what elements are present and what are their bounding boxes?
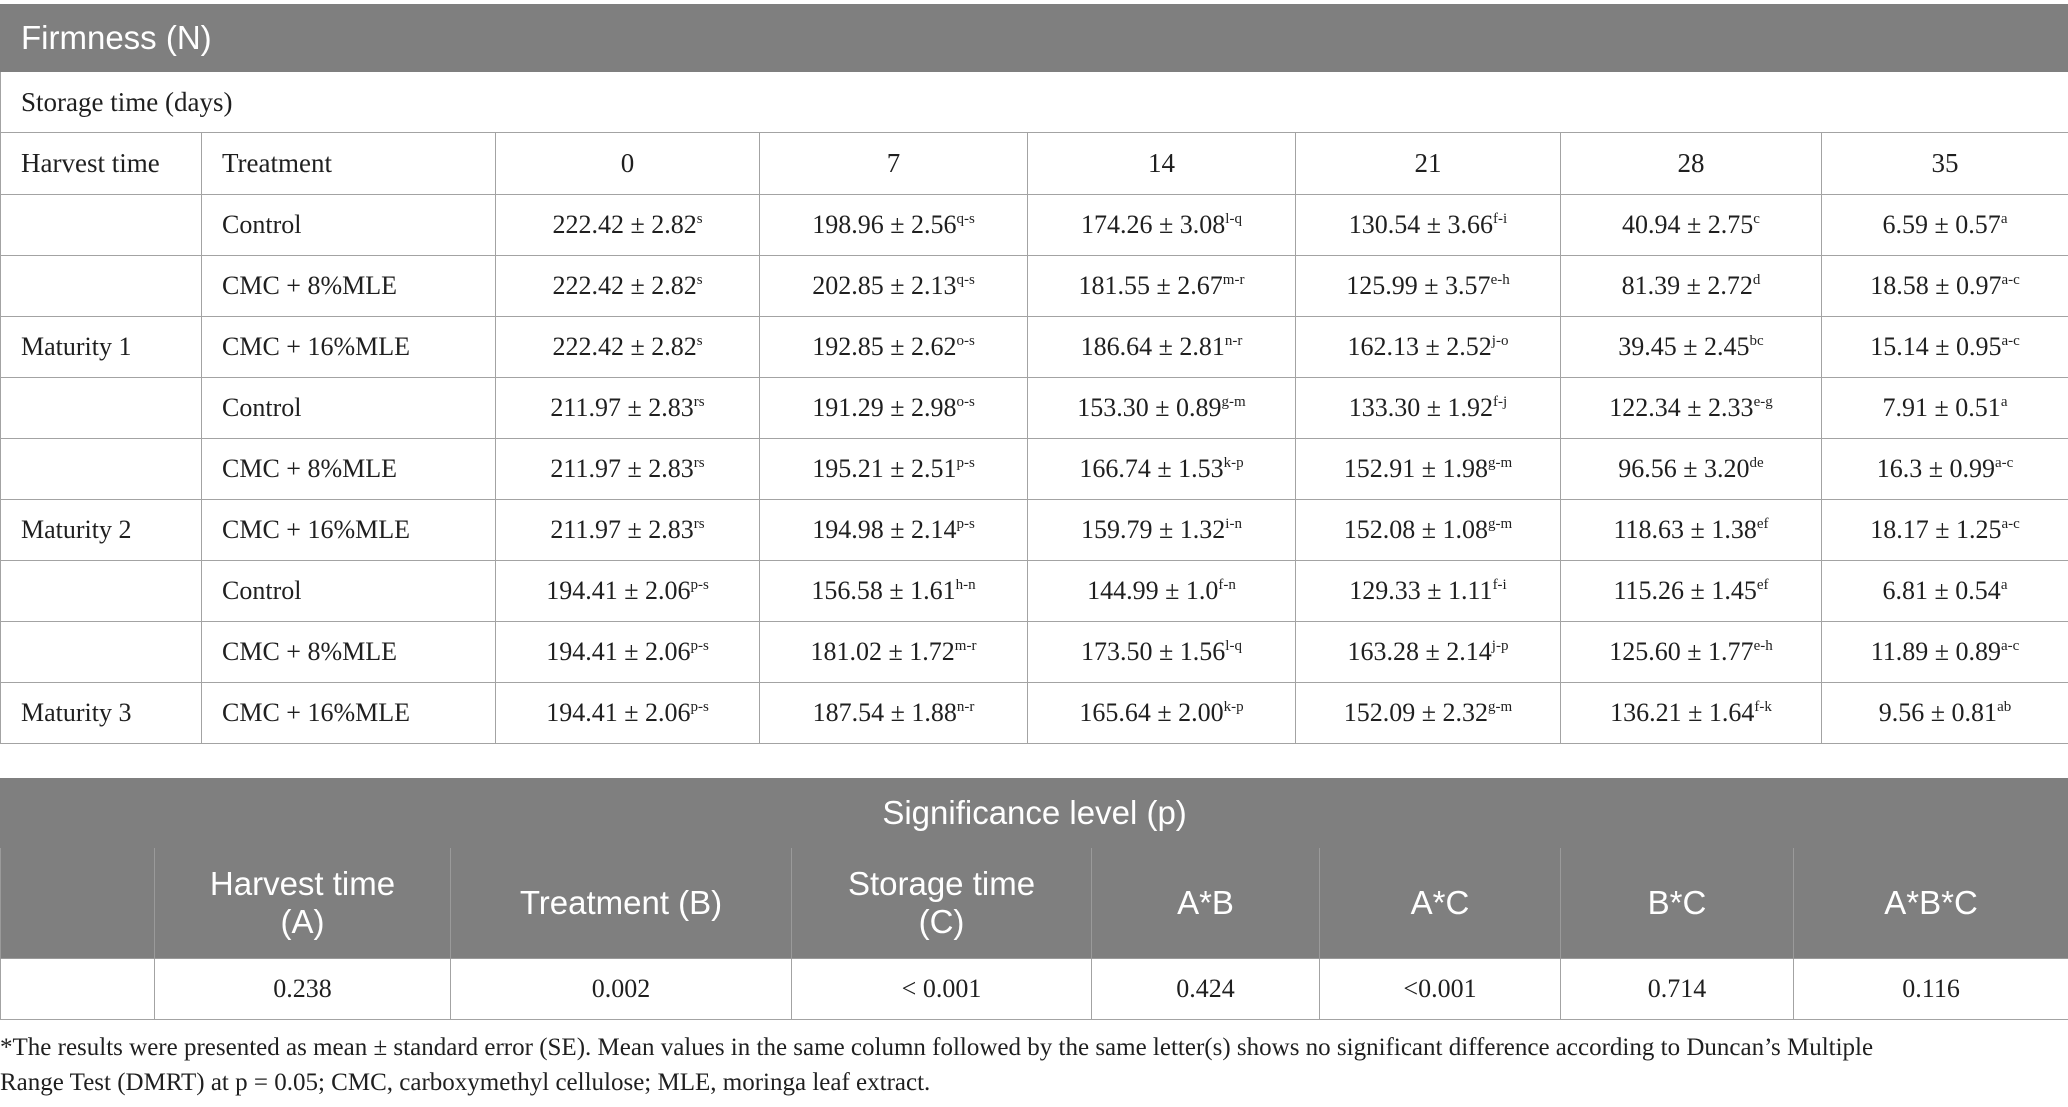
firmness-value-cell [496, 195, 760, 256]
firmness-value-cell [1561, 317, 1822, 378]
firmness-value-cell [1296, 561, 1561, 622]
treatment-cell: CMC + 16%MLE [202, 500, 496, 561]
significance-value-0: 0.238 [155, 959, 451, 1020]
firmness-value-cell [1822, 195, 2068, 256]
mean-se-value: 191.29 ± 2.98 [812, 393, 957, 422]
significance-header-empty [1, 848, 155, 959]
treatment-cell: Control [202, 195, 496, 256]
mean-se-value: 159.79 ± 1.32 [1081, 515, 1226, 544]
mean-se-value: 40.94 ± 2.75 [1622, 210, 1754, 239]
significance-letters: a-c [2001, 333, 2020, 349]
mean-se-value: 195.21 ± 2.51 [812, 454, 957, 483]
column-header-3: 7 [760, 133, 1028, 195]
firmness-value-cell [1028, 561, 1296, 622]
firmness-value-cell [760, 683, 1028, 744]
significance-value-empty [1, 959, 155, 1020]
column-header-7: 35 [1822, 133, 2068, 195]
significance-letters: n-r [956, 699, 975, 715]
mean-se-value: 162.13 ± 2.52 [1347, 332, 1492, 361]
mean-se-value: 136.21 ± 1.64 [1610, 698, 1755, 727]
column-header-4: 14 [1028, 133, 1296, 195]
significance-letters: a [2000, 394, 2008, 410]
firmness-value-cell [1822, 317, 2068, 378]
significance-letters: bc [1749, 333, 1764, 349]
significance-letters: m-r [1222, 272, 1245, 288]
table-row [1, 317, 2068, 378]
table-row [1, 622, 2068, 683]
significance-header-row [1, 848, 2068, 959]
table-row [1, 683, 2068, 744]
significance-letters: c [1753, 211, 1760, 227]
mean-se-value: 211.97 ± 2.83 [550, 454, 694, 483]
significance-letters: e-g [1753, 394, 1773, 410]
significance-letters: f-i [1493, 211, 1508, 227]
firmness-value-cell [1561, 378, 1822, 439]
firmness-value-cell [496, 622, 760, 683]
firmness-value-cell [1028, 317, 1296, 378]
firmness-value-cell [760, 622, 1028, 683]
significance-letters: p-s [690, 699, 709, 715]
firmness-value-cell [1296, 195, 1561, 256]
significance-letters: o-s [956, 394, 975, 410]
significance-letters: f-k [1754, 699, 1772, 715]
mean-se-value: 18.58 ± 0.97 [1870, 271, 2002, 300]
firmness-value-cell [760, 500, 1028, 561]
significance-header-4 [1320, 848, 1561, 959]
firmness-value-cell [1822, 439, 2068, 500]
mean-se-value: 222.42 ± 2.82 [552, 332, 697, 361]
firmness-value-cell [760, 317, 1028, 378]
firmness-value-cell [1561, 622, 1822, 683]
table-title: Firmness (N) [1, 5, 2068, 72]
firmness-value-cell [1296, 439, 1561, 500]
firmness-value-cell [1822, 683, 2068, 744]
treatment-cell: CMC + 8%MLE [202, 256, 496, 317]
significance-header-line1: Treatment (B) [519, 884, 723, 921]
significance-value-row [1, 959, 2068, 1020]
mean-se-value: 9.56 ± 0.81 [1878, 698, 1998, 727]
significance-letters: ef [1756, 577, 1769, 593]
firmness-value-cell [1296, 256, 1561, 317]
mean-se-value: 187.54 ± 1.88 [812, 698, 957, 727]
significance-letters: j-o [1491, 333, 1509, 349]
table-row [1, 439, 2068, 500]
mean-se-value: 173.50 ± 1.56 [1081, 637, 1226, 666]
significance-letters: g-m [1488, 516, 1513, 532]
significance-header-line1: Storage time [847, 865, 1036, 902]
significance-letters: l-q [1225, 638, 1242, 654]
column-header-row [1, 133, 2068, 195]
column-header-1: Treatment [202, 133, 496, 195]
firmness-value-cell [1028, 622, 1296, 683]
firmness-value-cell [1561, 561, 1822, 622]
mean-se-value: 174.26 ± 3.08 [1081, 210, 1226, 239]
significance-title: Significance level (p) [1, 779, 2068, 848]
mean-se-value: 222.42 ± 2.82 [552, 210, 697, 239]
mean-se-value: 186.64 ± 2.81 [1080, 332, 1225, 361]
harvest-time-cell [1, 195, 202, 256]
significance-header-0 [155, 848, 451, 959]
significance-letters: j-p [1491, 638, 1509, 654]
firmness-value-cell [1822, 622, 2068, 683]
significance-letters: s [696, 211, 703, 227]
significance-value-4: <0.001 [1320, 959, 1561, 1020]
mean-se-value: 130.54 ± 3.66 [1348, 210, 1494, 239]
harvest-time-cell [1, 256, 202, 317]
firmness-value-cell [760, 561, 1028, 622]
firmness-value-cell [496, 500, 760, 561]
firmness-value-cell [496, 317, 760, 378]
firmness-value-cell [1822, 561, 2068, 622]
storage-time-label: Storage time (days) [1, 72, 2068, 133]
significance-letters: k-p [1223, 455, 1244, 471]
harvest-time-cell: Maturity 3 [1, 683, 202, 744]
mean-se-value: 194.98 ± 2.14 [812, 515, 957, 544]
mean-se-value: 152.09 ± 2.32 [1343, 698, 1489, 727]
significance-header-1 [451, 848, 792, 959]
significance-letters: a-c [2001, 516, 2020, 532]
significance-letters: g-m [1221, 394, 1246, 410]
significance-letters: s [696, 272, 703, 288]
significance-letters: a-c [2001, 272, 2020, 288]
footnote-line-1: *The results were presented as mean ± standard error (SE). Mean values in the same column followed by the same letter(s) shows no significant difference according to Duncan’s Multiple [0, 1034, 1874, 1061]
mean-se-value: 11.89 ± 0.89 [1870, 637, 2002, 666]
firmness-value-cell [1561, 439, 1822, 500]
mean-se-value: 153.30 ± 0.89 [1077, 393, 1222, 422]
significance-letters: f-j [1493, 394, 1508, 410]
firmness-value-cell [1561, 683, 1822, 744]
column-header-0: Harvest time [1, 133, 202, 195]
significance-header-5 [1561, 848, 1794, 959]
treatment-cell: Control [202, 378, 496, 439]
table-row [1, 561, 2068, 622]
significance-letters: a [2000, 211, 2008, 227]
mean-se-value: 81.39 ± 2.72 [1621, 271, 1753, 300]
mean-se-value: 181.55 ± 2.67 [1078, 271, 1223, 300]
firmness-value-cell [1822, 256, 2068, 317]
significance-value-5: 0.714 [1561, 959, 1794, 1020]
significance-letters: a-c [1995, 455, 2014, 471]
harvest-time-cell [1, 378, 202, 439]
significance-header-line1: B*C [1647, 884, 1707, 921]
significance-letters: k-p [1223, 699, 1244, 715]
significance-header-3 [1092, 848, 1320, 959]
mean-se-value: 163.28 ± 2.14 [1347, 637, 1492, 666]
significance-header-line2: (C) [918, 903, 965, 940]
significance-header-line1: A*B [1177, 884, 1234, 921]
firmness-value-cell [760, 439, 1028, 500]
firmness-table [0, 4, 2068, 744]
significance-letters: rs [693, 394, 705, 410]
table-footnote [0, 1030, 2068, 1100]
firmness-value-cell [1028, 439, 1296, 500]
firmness-value-cell [1561, 500, 1822, 561]
significance-letters: ef [1756, 516, 1769, 532]
significance-header-line1: A*B*C [1884, 884, 1978, 921]
firmness-value-cell [1296, 378, 1561, 439]
mean-se-value: 194.41 ± 2.06 [546, 576, 691, 605]
mean-se-value: 39.45 ± 2.45 [1618, 332, 1750, 361]
mean-se-value: 115.26 ± 1.45 [1613, 576, 1757, 605]
firmness-value-cell [496, 683, 760, 744]
significance-letters: n-r [1224, 333, 1243, 349]
firmness-value-cell [760, 378, 1028, 439]
significance-letters: p-s [956, 516, 975, 532]
mean-se-value: 122.34 ± 2.33 [1609, 393, 1754, 422]
column-header-5: 21 [1296, 133, 1561, 195]
treatment-cell: CMC + 16%MLE [202, 683, 496, 744]
mean-se-value: 96.56 ± 3.20 [1618, 454, 1750, 483]
harvest-time-cell: Maturity 2 [1, 500, 202, 561]
mean-se-value: 7.91 ± 0.51 [1882, 393, 2001, 422]
mean-se-value: 194.41 ± 2.06 [546, 698, 691, 727]
mean-se-value: 198.96 ± 2.56 [812, 210, 957, 239]
significance-letters: l-q [1225, 211, 1242, 227]
mean-se-value: 211.97 ± 2.83 [550, 393, 694, 422]
significance-letters: e-h [1490, 272, 1510, 288]
significance-letters: s [696, 333, 703, 349]
significance-letters: rs [693, 455, 705, 471]
mean-se-value: 144.99 ± 1.0 [1087, 576, 1219, 605]
mean-se-value: 125.60 ± 1.77 [1609, 637, 1754, 666]
firmness-value-cell [1028, 195, 1296, 256]
mean-se-value: 118.63 ± 1.38 [1613, 515, 1757, 544]
harvest-time-cell: Maturity 1 [1, 317, 202, 378]
significance-letters: q-s [956, 211, 975, 227]
significance-value-1: 0.002 [451, 959, 792, 1020]
firmness-value-cell [1822, 500, 2068, 561]
significance-letters: g-m [1488, 699, 1513, 715]
significance-letters: f-i [1492, 577, 1507, 593]
significance-letters: q-s [956, 272, 975, 288]
firmness-value-cell [1028, 256, 1296, 317]
significance-header-line1: Harvest time [209, 865, 396, 902]
significance-letters: de [1749, 455, 1764, 471]
firmness-value-cell [760, 195, 1028, 256]
table-row [1, 500, 2068, 561]
firmness-value-cell [760, 256, 1028, 317]
significance-letters: a [2000, 577, 2008, 593]
mean-se-value: 152.08 ± 1.08 [1343, 515, 1489, 544]
significance-letters: o-s [956, 333, 975, 349]
significance-header-6 [1794, 848, 2068, 959]
treatment-cell: CMC + 8%MLE [202, 439, 496, 500]
mean-se-value: 16.3 ± 0.99 [1876, 454, 1995, 483]
column-header-6: 28 [1561, 133, 1822, 195]
significance-letters: h-n [955, 577, 976, 593]
mean-se-value: 194.41 ± 2.06 [546, 637, 691, 666]
treatment-cell: CMC + 16%MLE [202, 317, 496, 378]
mean-se-value: 222.42 ± 2.82 [552, 271, 697, 300]
table-row [1, 378, 2068, 439]
mean-se-value: 202.85 ± 2.13 [812, 271, 957, 300]
mean-se-value: 6.81 ± 0.54 [1882, 576, 2001, 605]
mean-se-value: 125.99 ± 3.57 [1346, 271, 1491, 300]
firmness-value-cell [1296, 622, 1561, 683]
treatment-cell: Control [202, 561, 496, 622]
harvest-time-cell [1, 561, 202, 622]
harvest-time-cell [1, 439, 202, 500]
firmness-value-cell [496, 378, 760, 439]
mean-se-value: 18.17 ± 1.25 [1870, 515, 2002, 544]
significance-header-line2: (A) [280, 903, 325, 940]
firmness-value-cell [1561, 195, 1822, 256]
firmness-value-cell [496, 439, 760, 500]
significance-letters: m-r [954, 638, 977, 654]
firmness-value-cell [1296, 683, 1561, 744]
harvest-time-cell [1, 622, 202, 683]
significance-letters: p-s [690, 577, 709, 593]
firmness-value-cell [1561, 256, 1822, 317]
firmness-value-cell [1028, 683, 1296, 744]
significance-letters: d [1752, 272, 1761, 288]
significance-letters: i-n [1225, 516, 1242, 532]
significance-value-3: 0.424 [1092, 959, 1320, 1020]
mean-se-value: 211.97 ± 2.83 [550, 515, 694, 544]
mean-se-value: 129.33 ± 1.11 [1349, 576, 1493, 605]
treatment-cell: CMC + 8%MLE [202, 622, 496, 683]
significance-table [0, 778, 2068, 1020]
firmness-value-cell [1028, 500, 1296, 561]
significance-value-2: < 0.001 [792, 959, 1092, 1020]
mean-se-value: 133.30 ± 1.92 [1348, 393, 1494, 422]
mean-se-value: 181.02 ± 1.72 [810, 637, 955, 666]
firmness-value-cell [1822, 378, 2068, 439]
significance-header-line1: A*C [1410, 884, 1470, 921]
significance-letters: f-n [1218, 577, 1236, 593]
mean-se-value: 6.59 ± 0.57 [1882, 210, 2001, 239]
footnote-line-2: Range Test (DMRT) at p = 0.05; CMC, carboxymethyl cellulose; MLE, moringa leaf extract. [0, 1069, 931, 1096]
table-row [1, 195, 2068, 256]
mean-se-value: 152.91 ± 1.98 [1343, 454, 1489, 483]
mean-se-value: 15.14 ± 0.95 [1870, 332, 2002, 361]
significance-letters: p-s [690, 638, 709, 654]
mean-se-value: 165.64 ± 2.00 [1079, 698, 1224, 727]
firmness-value-cell [1028, 378, 1296, 439]
significance-letters: ab [1997, 699, 2012, 715]
significance-letters: rs [693, 516, 705, 532]
significance-header-2 [792, 848, 1092, 959]
firmness-value-cell [1296, 317, 1561, 378]
firmness-value-cell [496, 561, 760, 622]
significance-letters: g-m [1488, 455, 1513, 471]
mean-se-value: 166.74 ± 1.53 [1079, 454, 1224, 483]
significance-value-6: 0.116 [1794, 959, 2068, 1020]
significance-letters: e-h [1753, 638, 1773, 654]
column-header-2: 0 [496, 133, 760, 195]
table-row [1, 256, 2068, 317]
significance-letters: p-s [956, 455, 975, 471]
mean-se-value: 156.58 ± 1.61 [811, 576, 956, 605]
significance-letters: a-c [2001, 638, 2020, 654]
firmness-value-cell [496, 256, 760, 317]
mean-se-value: 192.85 ± 2.62 [812, 332, 957, 361]
firmness-value-cell [1296, 500, 1561, 561]
